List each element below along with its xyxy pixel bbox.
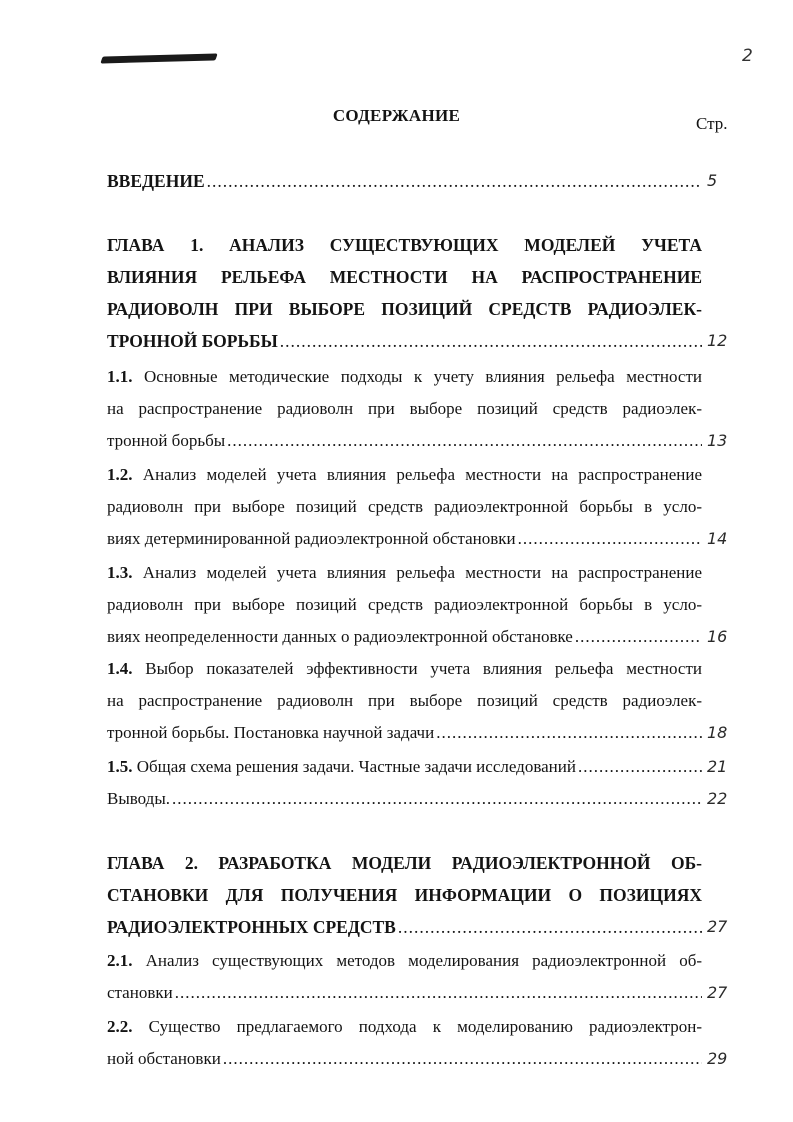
section-number: 1.4. xyxy=(107,659,133,678)
toc-entry-title: Общая схема решения задачи. Частные задачи исследований xyxy=(136,757,576,776)
page-title: СОДЕРЖАНИЕ xyxy=(332,106,461,125)
toc-line xyxy=(107,624,702,650)
toc-page-number: 16 xyxy=(707,627,728,646)
toc-entry-title: ВВЕДЕНИЕ xyxy=(107,171,205,191)
toc-line-text: тронной борьбы. Постановка научной задачи xyxy=(107,723,435,742)
toc-line-text: Анализ существующих методов моделирования радиоэлектронной об- xyxy=(145,951,702,970)
dot-leader xyxy=(398,914,702,940)
toc-line-text: тронной борьбы xyxy=(107,431,226,450)
toc-line-text: ной обстановки xyxy=(107,1049,221,1068)
scan-mark xyxy=(100,54,217,64)
toc-line: СТАНОВКИ ДЛЯ ПОЛУЧЕНИЯ ИНФОРМАЦИИ О ПОЗИЦИЯХ xyxy=(107,885,702,905)
toc-page-number: 18 xyxy=(707,723,728,742)
dot-leader xyxy=(518,526,702,552)
dot-leader xyxy=(280,328,702,354)
toc-line: на распространение радиоволн при выборе позиций средств радиоэлек- xyxy=(107,399,702,418)
toc-line-text: Выбор показателей эффективности учета влияния рельефа местности xyxy=(145,659,703,678)
toc-entry-title: Выводы. xyxy=(107,789,171,808)
dot-leader xyxy=(223,1046,702,1072)
dot-leader xyxy=(578,754,702,780)
toc-line xyxy=(107,914,702,940)
toc-line xyxy=(107,428,702,454)
toc-line: ВЛИЯНИЯ РЕЛЬЕФА МЕСТНОСТИ НА РАСПРОСТРАНЕНИЕ xyxy=(107,267,702,287)
section-number: 2.2. xyxy=(107,1017,133,1036)
page-number: 2 xyxy=(742,46,753,66)
section-number: 1.1. xyxy=(107,367,133,386)
dot-leader xyxy=(436,720,702,746)
toc-page-number: 21 xyxy=(707,757,728,776)
toc-line: на распространение радиоволн при выборе позиций средств радиоэлек- xyxy=(107,691,702,710)
toc-line-text: Анализ моделей учета влияния рельефа местности на распространение xyxy=(142,563,702,582)
toc-line xyxy=(107,1046,702,1072)
toc-line xyxy=(107,754,702,780)
toc-page-number: 12 xyxy=(707,331,728,350)
toc-line-text xyxy=(107,754,576,780)
toc-line xyxy=(107,526,702,552)
toc-line xyxy=(107,948,702,974)
section-number: 1.3. xyxy=(107,563,133,582)
toc-page-number: 13 xyxy=(707,431,728,450)
toc-line-text: ТРОННОЙ БОРЬБЫ xyxy=(107,331,278,351)
page-column-label: Стр. xyxy=(696,114,728,133)
toc-line-text: виях неопределенности данных о радиоэлектронной обстановке xyxy=(107,627,573,646)
toc-page-number: 14 xyxy=(707,529,728,548)
toc-line: ГЛАВА 1. АНАЛИЗ СУЩЕСТВУЮЩИХ МОДЕЛЕЙ УЧЕТА xyxy=(107,235,702,255)
toc-line xyxy=(107,364,702,390)
section-number: 1.2. xyxy=(107,465,133,484)
toc-page-number: 27 xyxy=(707,983,728,1002)
toc-line: радиоволн при выборе позиций средств радиоэлектронной борьбы в усло- xyxy=(107,497,702,516)
toc-line xyxy=(107,656,702,682)
toc-page-number: 27 xyxy=(707,917,728,936)
toc-line-text: Анализ моделей учета влияния рельефа местности на распространение xyxy=(142,465,702,484)
toc-line xyxy=(107,462,702,488)
section-number: 1.5. xyxy=(107,757,133,776)
toc-line xyxy=(107,560,702,586)
toc-line: радиоволн при выборе позиций средств радиоэлектронной борьбы в усло- xyxy=(107,595,702,614)
section-number: 2.1. xyxy=(107,951,133,970)
toc-page-number: 22 xyxy=(707,789,728,808)
dot-leader xyxy=(175,980,702,1006)
dot-leader xyxy=(575,624,702,650)
toc-line-text: становки xyxy=(107,983,173,1002)
dot-leader xyxy=(207,168,702,194)
toc-line xyxy=(107,720,702,746)
toc-line: ГЛАВА 2. РАЗРАБОТКА МОДЕЛИ РАДИОЭЛЕКТРОННОЙ ОБ- xyxy=(107,853,702,873)
toc-line-text: РАДИОЭЛЕКТРОННЫХ СРЕДСТВ xyxy=(107,917,396,937)
toc-line xyxy=(107,168,702,194)
toc-line xyxy=(107,328,702,354)
toc-line-text: Существо предлагаемого подхода к моделированию радиоэлектрон- xyxy=(148,1017,703,1036)
toc-line xyxy=(107,786,702,812)
dot-leader xyxy=(172,786,702,812)
toc-line: РАДИОВОЛН ПРИ ВЫБОРЕ ПОЗИЦИЙ СРЕДСТВ РАДИОЭЛЕК- xyxy=(107,299,702,319)
toc-line-text: Основные методические подходы к учету влияния рельефа местности xyxy=(144,367,703,386)
dot-leader xyxy=(227,428,702,454)
toc-line-text: виях детерминированной радиоэлектронной обстановки xyxy=(107,529,516,548)
toc-line xyxy=(107,1014,702,1040)
toc-line xyxy=(107,980,702,1006)
toc-page-number: 5 xyxy=(707,171,718,190)
toc-page-number: 29 xyxy=(707,1049,728,1068)
